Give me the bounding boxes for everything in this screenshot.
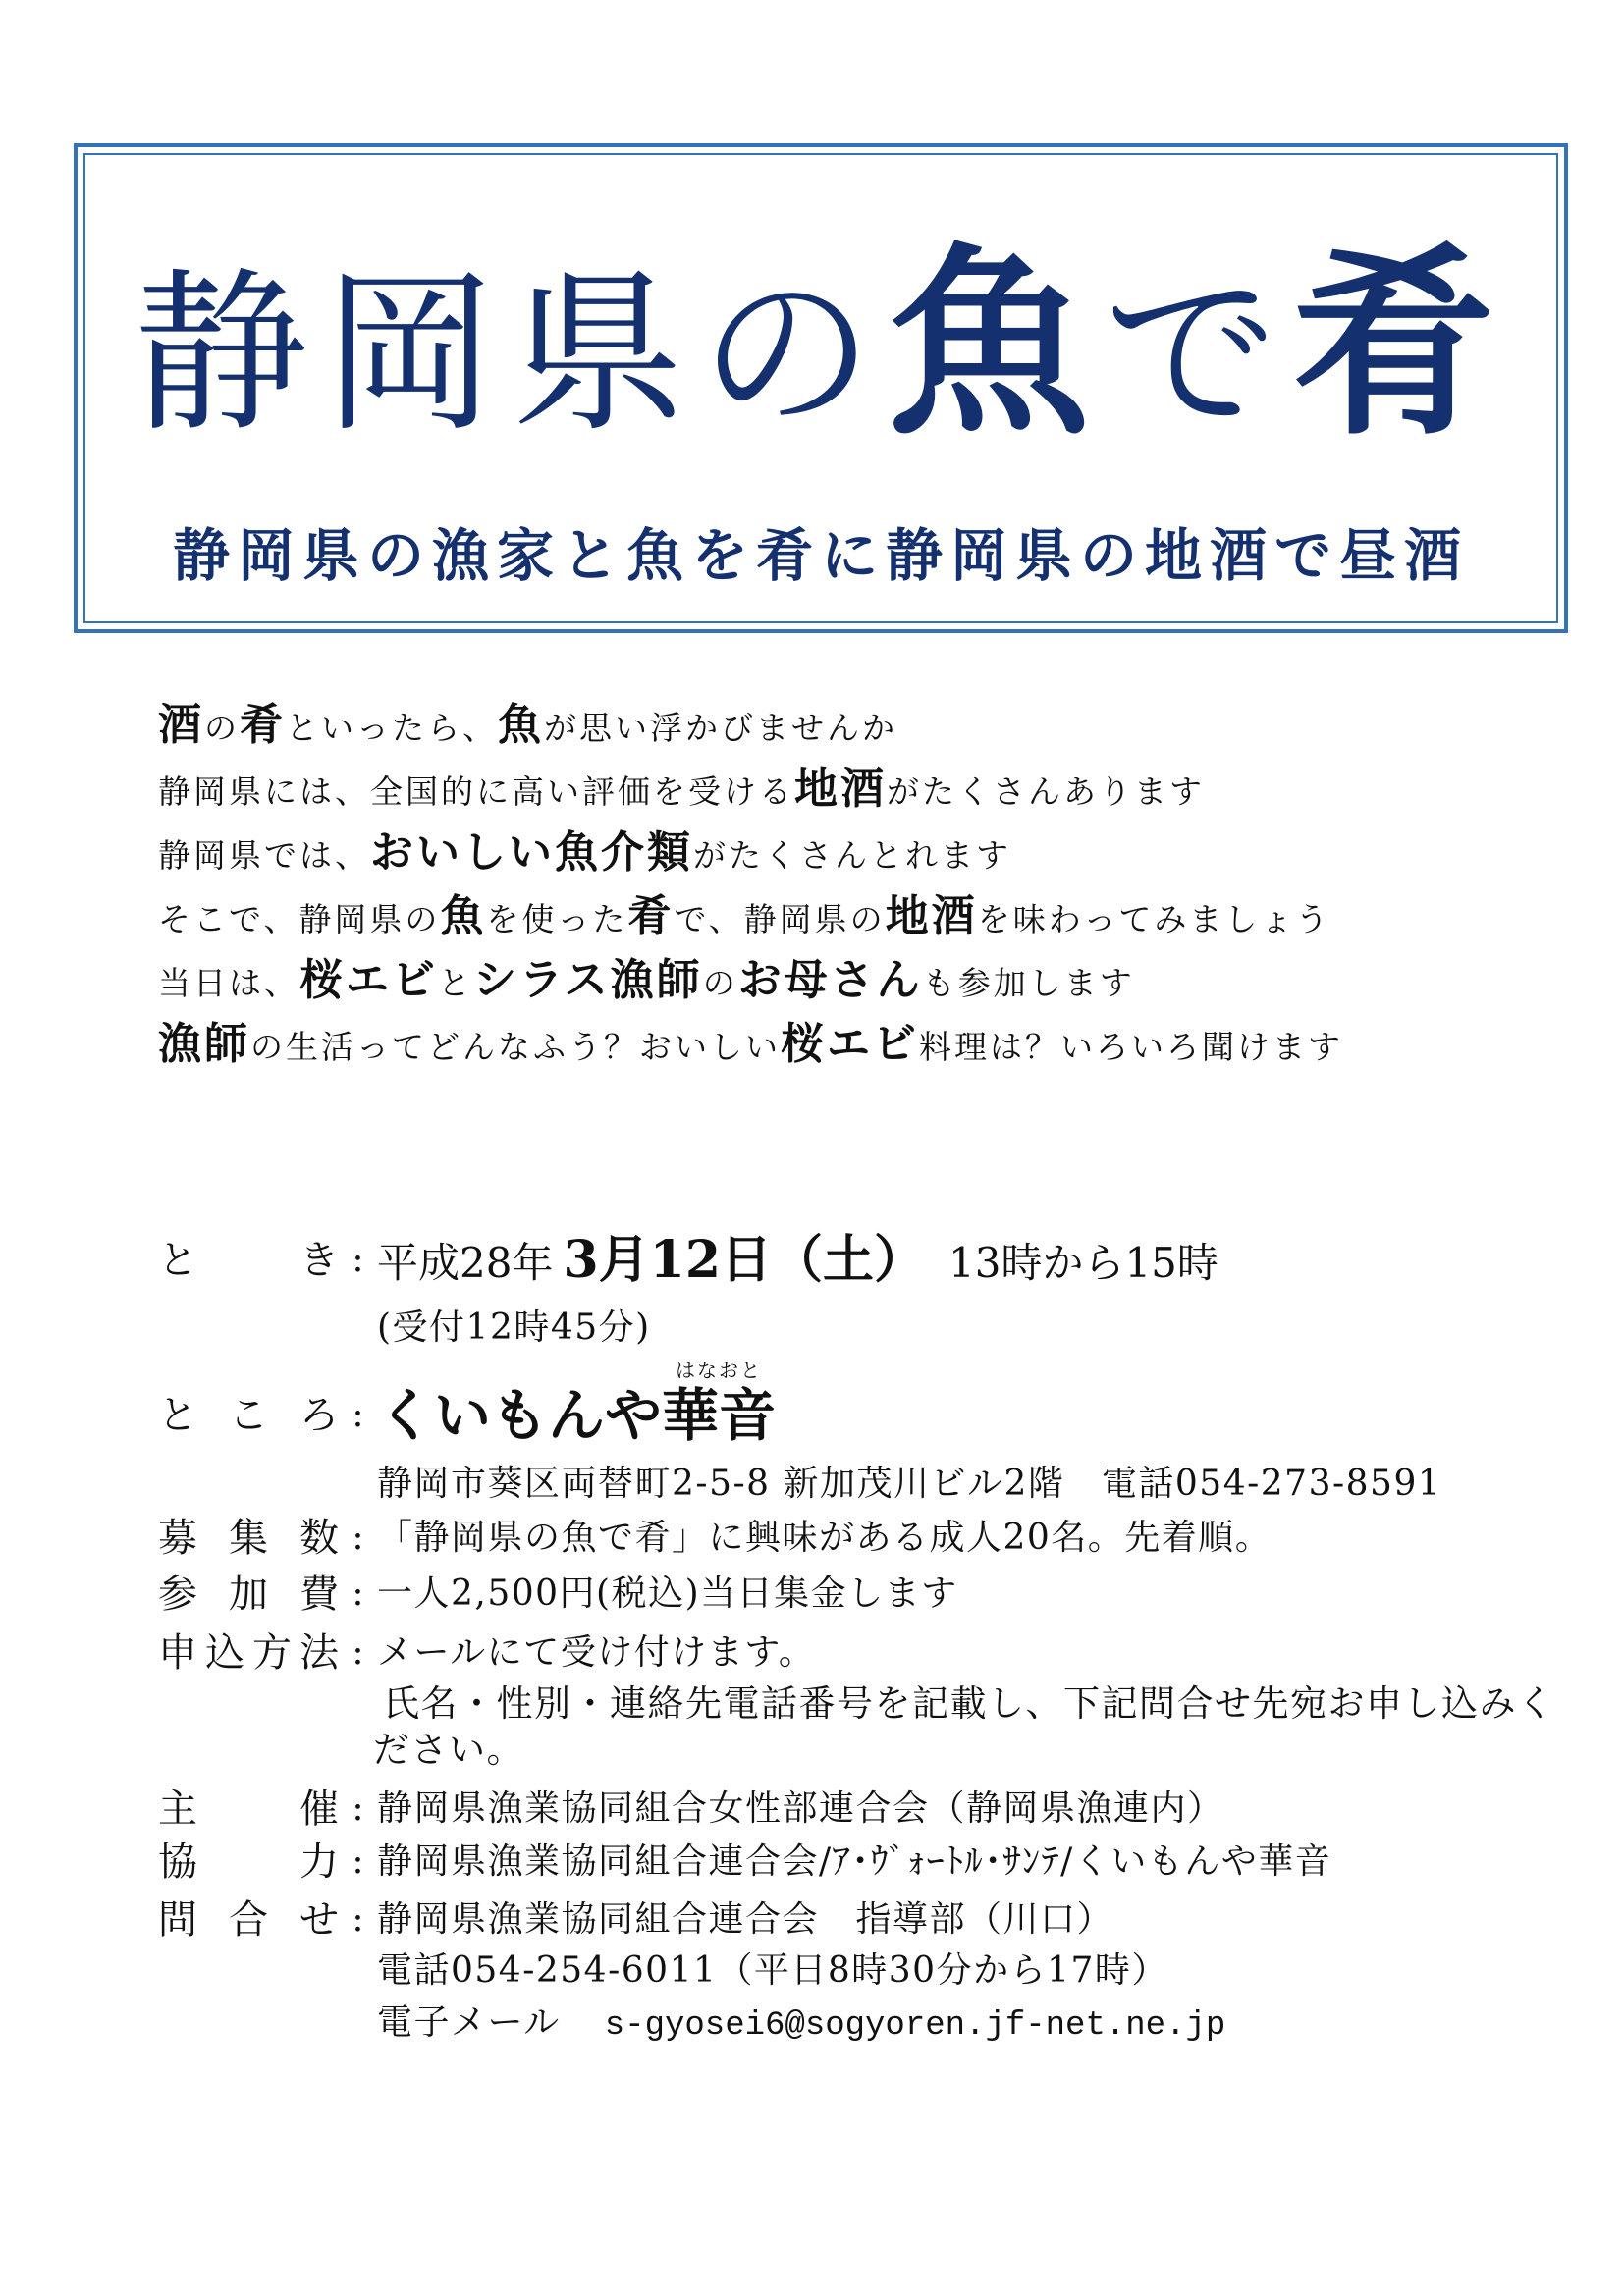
venue-name-reading: はなおと <box>676 1359 763 1382</box>
intro-text <box>158 693 1572 1076</box>
venue-name-prefix: くいもんや <box>377 1382 663 1449</box>
apply-row-continued <box>383 1677 1555 1732</box>
organizer-row <box>158 1782 1224 1837</box>
date-time: 13時から15時 <box>948 1239 1218 1287</box>
colon: : <box>352 1395 364 1435</box>
intro-line <box>158 1012 1572 1076</box>
title-part-fish: 魚 <box>887 225 1104 462</box>
apply-row-continued <box>373 1723 524 1778</box>
subtitle: 静岡県の漁家と魚を肴に静岡県の地酒で昼酒 <box>172 522 1469 589</box>
organizer-label: 主催 <box>158 1787 339 1832</box>
intro-emphasis: 魚 <box>440 891 487 941</box>
intro-text-segment: の <box>204 709 240 747</box>
intro-line <box>158 821 1572 884</box>
intro-text-segment: 料理は？いろいろ聞けます <box>919 1028 1343 1066</box>
colon: : <box>352 1789 364 1829</box>
fee-row <box>158 1567 958 1622</box>
colon: : <box>352 1842 364 1882</box>
intro-text-segment: そこで、静岡県の <box>158 900 441 938</box>
apply-line: 氏名・性別・連絡先電話番号を記載し、下記問合せ先宛お申し込みく <box>383 1682 1555 1725</box>
reception-row <box>377 1301 651 1356</box>
intro-text-segment: で、静岡県の <box>674 900 886 938</box>
cooperation-row <box>158 1835 1331 1890</box>
intro-emphasis: 肴 <box>240 700 286 750</box>
intro-text-segment: がたくさんあります <box>887 773 1205 811</box>
title-part: で <box>1104 252 1292 455</box>
venue-row <box>158 1359 777 1451</box>
intro-emphasis: お母さん <box>737 955 923 1005</box>
contact-phone-row <box>377 1944 1168 1999</box>
apply-label: 申込方法 <box>158 1630 339 1676</box>
fee-value: 一人2,500円(税込)当日集金します <box>377 1574 958 1614</box>
apply-row <box>158 1626 815 1681</box>
date-era-year: 平成28年 <box>377 1239 554 1287</box>
intro-line <box>158 693 1572 757</box>
main-title <box>85 225 1556 462</box>
apply-line: メールにて受け付けます。 <box>377 1632 816 1673</box>
colon: : <box>352 1899 364 1940</box>
intro-text-segment: の <box>702 964 738 1002</box>
intro-emphasis: 魚 <box>498 700 544 750</box>
contact-email: s-gyosei6@sogyoren.jf-net.ne.jp <box>604 2007 1226 2045</box>
venue-name <box>377 1359 777 1449</box>
reception-time: (受付12時45分) <box>377 1308 651 1348</box>
intro-emphasis: 漁師 <box>158 1019 250 1069</box>
venue-name-ruby-base: 華音 <box>662 1382 777 1449</box>
intro-text-segment: が思い浮かびませんか <box>544 709 897 747</box>
intro-line <box>158 948 1572 1012</box>
intro-text-segment: がたくさんとれます <box>693 836 1011 875</box>
intro-emphasis: シラス漁師 <box>473 955 703 1005</box>
colon: : <box>352 1574 364 1614</box>
contact-email-label: 電子メール <box>377 2002 561 2043</box>
colon: : <box>352 1632 364 1673</box>
intro-text-segment: も参加します <box>922 964 1135 1002</box>
intro-emphasis: 地酒 <box>794 764 887 814</box>
capacity-value: 「静岡県の魚で肴」に興味がある成人20名。先着順。 <box>377 1518 1272 1558</box>
organizer-value: 静岡県漁業協同組合女性部連合会（静岡県漁連内） <box>377 1789 1224 1829</box>
capacity-row <box>158 1511 1272 1566</box>
date-label: とき <box>158 1238 339 1283</box>
intro-emphasis: おいしい魚介類 <box>370 828 693 878</box>
intro-text-segment: 静岡県には、全国的に高い評価を受ける <box>158 773 794 811</box>
intro-emphasis: 桜エビ <box>781 1019 919 1069</box>
title-box-inner <box>83 153 1558 623</box>
intro-emphasis: 地酒 <box>885 891 978 941</box>
intro-text-segment: といったら、 <box>286 709 498 747</box>
intro-text-segment: 静岡県では、 <box>158 836 370 875</box>
contact-phone: 電話054-254-6011（平日8時30分から17時） <box>377 1950 1168 1991</box>
colon: : <box>352 1518 364 1558</box>
intro-line <box>158 884 1572 948</box>
intro-line <box>158 757 1572 821</box>
fee-label: 参加費 <box>158 1572 339 1617</box>
venue-label: ところ <box>158 1393 339 1438</box>
title-part-dish: 肴 <box>1292 225 1509 462</box>
date-row <box>158 1229 1218 1292</box>
title-box <box>74 143 1568 633</box>
contact-row <box>158 1893 1113 1948</box>
contact-email-row <box>377 1996 1225 2051</box>
address-row <box>377 1457 1441 1512</box>
intro-text-segment: の生活ってどんなふう？おいしい <box>250 1028 781 1066</box>
contact-value: 静岡県漁業協同組合連合会 指導部（川口） <box>377 1899 1114 1940</box>
apply-line: ださい。 <box>373 1729 524 1771</box>
cooperation-label: 協力 <box>158 1840 339 1885</box>
capacity-label: 募集数 <box>158 1516 339 1561</box>
date-day: 3月12日（土） <box>563 1230 925 1290</box>
colon: : <box>352 1240 364 1280</box>
venue-name-ruby <box>662 1359 777 1451</box>
intro-text-segment: を使った <box>486 900 628 938</box>
intro-emphasis: 桜エビ <box>299 955 438 1005</box>
title-part: 静岡県の <box>133 252 888 455</box>
intro-text-segment: と <box>438 964 473 1002</box>
contact-label: 問合せ <box>158 1897 339 1943</box>
intro-text-segment: 当日は、 <box>158 964 299 1002</box>
venue-address: 静岡市葵区両替町2-5-8 新加茂川ビル2階 電話054-273-8591 <box>377 1464 1442 1504</box>
cooperation-value: 静岡県漁業協同組合連合会/ｱ･ｳﾞｫｰﾄﾙ･ｻﾝﾃ/くいもんや華音 <box>377 1842 1332 1882</box>
intro-text-segment: を味わってみましょう <box>977 900 1331 938</box>
intro-emphasis: 酒 <box>158 700 204 750</box>
intro-emphasis: 肴 <box>627 891 675 941</box>
